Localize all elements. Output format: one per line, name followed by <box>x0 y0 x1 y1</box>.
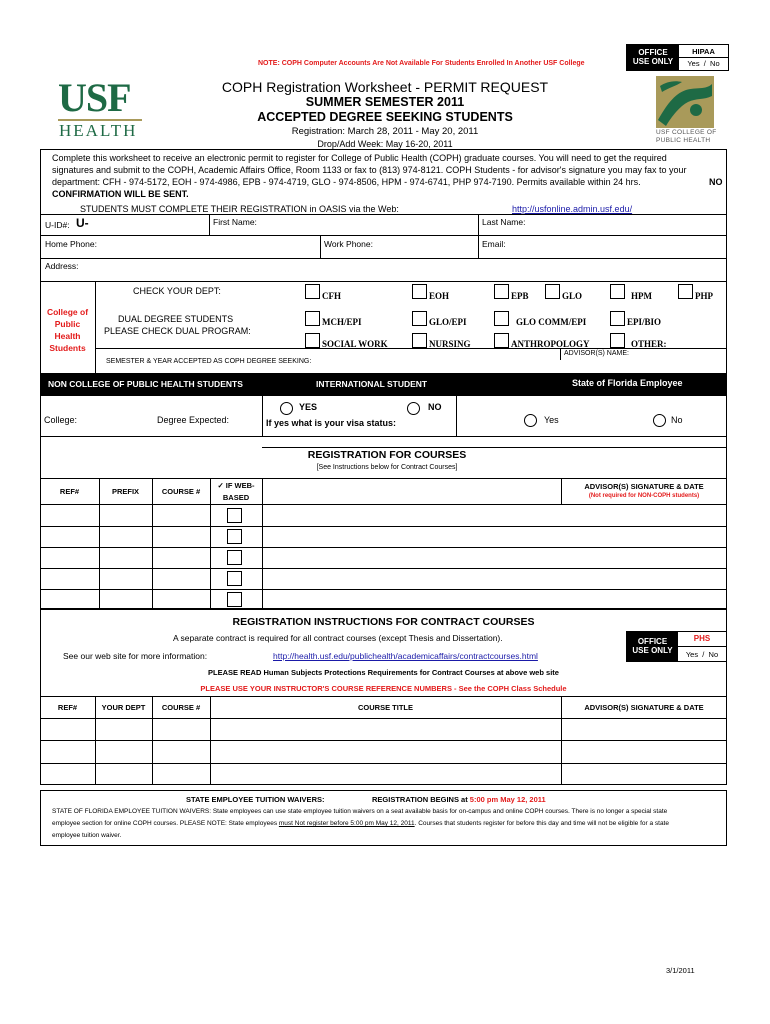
reg-col-signature-note: (Not required for NON-COPH students) <box>588 493 700 499</box>
college-field[interactable]: College: <box>44 415 78 425</box>
dept-epb-checkbox[interactable] <box>494 284 509 299</box>
dept-hpm-checkbox[interactable] <box>610 284 625 299</box>
semester-accepted-field[interactable]: SEMESTER & YEAR ACCEPTED AS COPH DEGREE SEEKING: <box>106 358 312 365</box>
reg-col-ref: REF# <box>59 487 80 496</box>
employee-yes-label: Yes <box>544 415 559 425</box>
contract-col-title: COURSE TITLE <box>357 703 413 712</box>
intro-line4: CONFIRMATION WILL BE SENT. <box>52 189 189 199</box>
subtitle: ACCEPTED DEGREE SEEKING STUDENTS <box>257 110 513 124</box>
intl-yes-radio[interactable] <box>280 402 293 415</box>
intl-yes-label: YES <box>299 402 318 412</box>
contract-office-box: OFFICE USE ONLY PHS Yes / No <box>626 631 727 662</box>
check-dept-label: CHECK YOUR DEPT: <box>133 286 221 296</box>
waiver-body-line2: employee section for online COPH courses. PLEASE NOTE: State employees must Not register before 5:00 pm May 12, 2011. Courses that students register for before this day and time will not be eligible for a state <box>52 820 669 827</box>
human-subjects-note: PLEASE READ Human Subjects Protections Requirements for Contract Courses at above web site <box>208 668 559 677</box>
international-header: INTERNATIONAL STUDENT <box>316 379 428 389</box>
home-phone-field[interactable]: Home Phone: <box>45 239 97 249</box>
semester-title: SUMMER SEMESTER 2011 <box>305 95 465 109</box>
hipaa-yes-no[interactable]: Yes / No <box>687 59 720 68</box>
oasis-link[interactable]: http://usfonline.admin.usf.edu/ <box>512 204 633 214</box>
dual-other-label: OTHER: <box>631 339 667 349</box>
intro-line1: Complete this worksheet to receive an electronic permit to register for College of Public Health (COPH) graduate courses. You will need to get the required <box>52 153 667 163</box>
intro-no: NO <box>709 177 723 187</box>
visa-status-field[interactable]: If yes what is your visa status: <box>266 418 397 428</box>
dual-glocommepi-checkbox[interactable] <box>494 311 509 326</box>
dual-gloepi-label: GLO/EPI <box>429 317 467 327</box>
dual-socialwork-label: SOCIAL WORK <box>322 339 388 349</box>
dual-other-checkbox[interactable] <box>610 333 625 348</box>
dept-cfh-label: CFH <box>322 291 341 301</box>
contract-title: REGISTRATION INSTRUCTIONS FOR CONTRACT COURSES <box>232 616 535 628</box>
dual-anthropology-checkbox[interactable] <box>494 333 509 348</box>
webbased-checkbox-2[interactable] <box>227 529 242 544</box>
uid-label: U-ID#: <box>45 220 70 230</box>
instructor-ref-note: PLEASE USE YOUR INSTRUCTOR'S COURSE REFERENCE NUMBERS - See the COPH Class Schedule <box>200 684 567 693</box>
dual-glocommepi-label: GLO COMM/EPI <box>516 317 587 327</box>
work-phone-field[interactable]: Work Phone: <box>324 239 373 249</box>
form-title: COPH Registration Worksheet - PERMIT REQUEST <box>221 79 549 95</box>
reg-col-webbased: ✓ IF WEB- BASED <box>217 481 255 502</box>
waiver-title: STATE EMPLOYEE TUITION WAIVERS: <box>186 795 325 804</box>
dept-cfh-checkbox[interactable] <box>305 284 320 299</box>
advisors-name-field[interactable]: ADVISOR(S) NAME: <box>564 350 629 357</box>
employee-yes-radio[interactable] <box>524 414 537 427</box>
waiver-begins: REGISTRATION BEGINS at 5:00 pm May 12, 2011 <box>372 795 546 804</box>
dept-hpm-label: HPM <box>631 291 652 301</box>
dual-degree-label: DUAL DEGREE STUDENTS <box>118 314 234 324</box>
webbased-checkbox-1[interactable] <box>227 508 242 523</box>
dual-mchepi-checkbox[interactable] <box>305 311 320 326</box>
intro-line2: signatures and submit to the COPH, Academic Affairs Office, Room 1133 or fax to (813) 974-8121. COPH Students - for advisor's signature you may fax to your <box>52 165 687 175</box>
contract-col-ref: REF# <box>57 703 78 712</box>
intl-no-radio[interactable] <box>407 402 420 415</box>
webbased-checkbox-5[interactable] <box>227 592 242 607</box>
dropadd-dates: Drop/Add Week: May 16-20, 2011 <box>317 139 453 149</box>
first-name-field[interactable]: First Name: <box>213 217 257 227</box>
footer-date: 3/1/2011 <box>666 966 695 975</box>
webbased-checkbox-3[interactable] <box>227 550 242 565</box>
dept-glo-checkbox[interactable] <box>545 284 560 299</box>
dual-mchepi-label: MCH/EPI <box>322 317 362 327</box>
coph-students-label: College of Public Health Students <box>46 307 89 353</box>
dual-socialwork-checkbox[interactable] <box>305 333 320 348</box>
intro-line3: department: CFH - 974-5172, EOH - 974-4986, EPB - 974-4719, GLO - 974-8506, HPM - 974-6741, PHP 974-7190. Permits available within 24 hrs. <box>52 177 641 187</box>
dual-program-label: PLEASE CHECK DUAL PROGRAM: <box>104 326 251 336</box>
dept-glo-label: GLO <box>562 291 583 301</box>
dual-epibio-label: EPI/BIO <box>627 317 662 327</box>
student-type-bar <box>40 373 727 396</box>
contract-col-signature: ADVISOR(S) SIGNATURE & DATE <box>584 703 704 712</box>
employee-no-label: No <box>671 415 683 425</box>
usf-bull-icon <box>656 76 714 128</box>
state-employee-header: State of Florida Employee <box>572 378 683 388</box>
contract-courses-link[interactable]: http://health.usf.edu/publichealth/academicaffairs/contractcourses.html <box>273 651 538 661</box>
reg-col-prefix: PREFIX <box>111 487 140 496</box>
dept-php-label: PHP <box>695 291 713 301</box>
waiver-body-line3: employee tuition waiver. <box>52 832 122 839</box>
dept-eoh-checkbox[interactable] <box>412 284 427 299</box>
uid-field[interactable]: U- <box>76 216 89 230</box>
reg-col-course: COURSE # <box>161 487 201 496</box>
dual-anthropology-label: ANTHROPOLOGY <box>511 339 590 349</box>
office-use-box <box>626 44 729 71</box>
phs-yes-no[interactable]: Yes / No <box>685 650 719 659</box>
reg-col-signature: ADVISOR(S) SIGNATURE & DATE <box>584 482 704 491</box>
degree-expected-field[interactable]: Degree Expected: <box>157 415 230 425</box>
contract-see-web: See our web site for more information: <box>63 651 208 661</box>
dept-eoh-label: EOH <box>429 291 450 301</box>
address-field[interactable]: Address: <box>45 261 79 271</box>
office-use-label: OFFICE USE ONLY <box>627 45 679 70</box>
hipaa-label: HIPAA <box>692 47 715 56</box>
dual-nursing-label: NURSING <box>429 339 471 349</box>
registration-dates: Registration: March 28, 2011 - May 20, 2011 <box>291 126 479 137</box>
contract-col-course: COURSE # <box>161 703 201 712</box>
contract-separate-note: A separate contract is required for all contract courses (except Thesis and Dissertation). <box>173 633 503 643</box>
email-field[interactable]: Email: <box>482 239 506 249</box>
contract-col-dept: YOUR DEPT <box>101 703 146 712</box>
registration-title: REGISTRATION FOR COURSES <box>307 449 467 461</box>
intl-no-label: NO <box>428 402 442 412</box>
dual-gloepi-checkbox[interactable] <box>412 311 427 326</box>
waiver-body-line1: STATE OF FLORIDA EMPLOYEE TUITION WAIVERS: State employees can use state employee tuition waivers on a seat available basis for on-campus and online COPH courses. There is no longer a special state <box>52 808 668 815</box>
webbased-checkbox-4[interactable] <box>227 571 242 586</box>
top-note: NOTE: COPH Computer Accounts Are Not Available For Students Enrolled In Another USF College <box>258 60 585 67</box>
employee-no-radio[interactable] <box>653 414 666 427</box>
non-coph-header: NON COLLEGE OF PUBLIC HEALTH STUDENTS <box>48 379 243 389</box>
registration-subtitle: [See Instructions below for Contract Courses] <box>316 464 458 471</box>
dual-epibio-checkbox[interactable] <box>610 311 625 326</box>
oasis-instruction: STUDENTS MUST COMPLETE THEIR REGISTRATION in OASIS via the Web: <box>80 204 399 214</box>
dual-nursing-checkbox[interactable] <box>412 333 427 348</box>
usf-health-logo: USF HEALTH <box>58 78 142 140</box>
usf-college-public-health-logo: USF COLLEGE OF PUBLIC HEALTH <box>656 76 716 148</box>
phs-label: PHS <box>693 634 711 643</box>
dept-epb-label: EPB <box>511 291 529 301</box>
dept-php-checkbox[interactable] <box>678 284 693 299</box>
last-name-field[interactable]: Last Name: <box>482 217 526 227</box>
